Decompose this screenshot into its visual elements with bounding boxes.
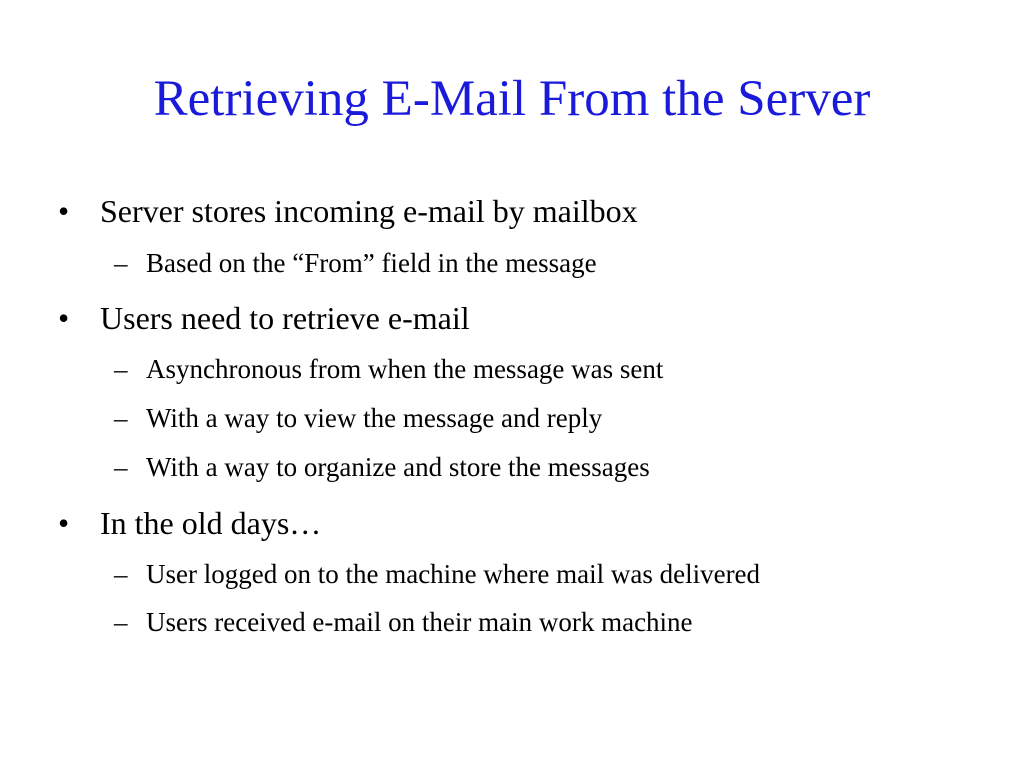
dash-marker-icon: – [114,248,128,278]
bullet-marker-icon: • [58,300,70,336]
bullet-text: In the old days… [100,505,322,541]
bullet-item [0,191,1024,231]
sub-bullet-text: With a way to view the message and reply [146,403,603,433]
sub-bullet-item [0,605,1024,639]
bullet-item [0,503,1024,543]
sub-bullet-item [0,557,1024,591]
dash-marker-icon: – [114,452,128,482]
bullet-marker-icon: • [58,193,70,229]
bullet-marker-icon: • [58,505,70,541]
sub-bullet-text: User logged on to the machine where mail was delivered [146,559,761,589]
bullet-text: Server stores incoming e-mail by mailbox [100,193,638,229]
bullet-item [0,298,1024,338]
sub-bullet-item [0,352,1024,386]
dash-marker-icon: – [114,607,128,637]
dash-marker-icon: – [114,559,128,589]
sub-bullet-text: Based on the “From” field in the message [146,248,597,278]
sub-bullet-text: Asynchronous from when the message was sent [146,354,664,384]
sub-bullet-item [0,246,1024,280]
dash-marker-icon: – [114,354,128,384]
slide-title: Retrieving E-Mail From the Server [153,71,871,127]
sub-bullet-item [0,450,1024,484]
sub-bullet-text: With a way to organize and store the messages [146,452,650,482]
sub-bullet-item [0,401,1024,435]
sub-bullet-text: Users received e-mail on their main work machine [146,607,693,637]
dash-marker-icon: – [114,403,128,433]
bullet-text: Users need to retrieve e-mail [100,300,470,336]
